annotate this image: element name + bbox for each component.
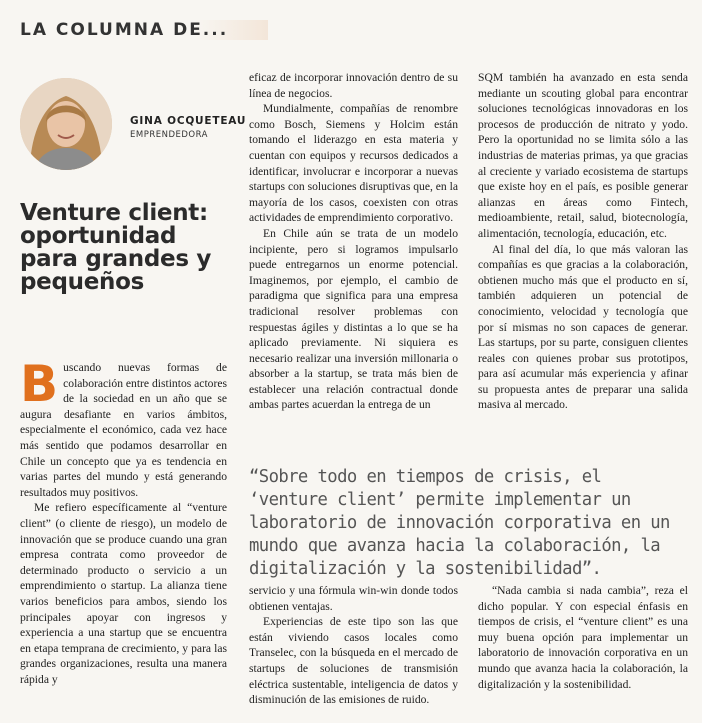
author-portrait-icon [20, 78, 112, 170]
paragraph: Me refiero específicamente al “venture client” (o cliente de riesgo), un modelo de innovación que se produce cuando una gran empresa contrata como proveedor de determinado producto o servicio a un emprendimiento o startup. La alianza tiene varios beneficios para ambos, siendo los principales apoyar con ingresos y experiencia a una startup que se encuentra en etapa temprana de crecimiento, y para las grandes organizaciones, resulta una manera rápida y [20, 501, 227, 686]
drop-cap: B [20, 355, 59, 413]
column-3 [478, 70, 688, 413]
paragraph: SQM también ha avanzado en esta senda mediante un scouting global para encontrar soluciones tecnológicas innovadoras en los procesos de producción de nitrato y yodo. Pero la oportunidad no se limita sólo a las industrias de materias primas, ya que gracias al creciente y variado ecosistema de startups que existe hoy en el país, es posible generar alianzas en áreas como Fintech, medioambiente, retail, salud, biotecnología, alimentación, tecnología, educación, etc. [478, 71, 688, 240]
column-1 [20, 355, 227, 687]
paragraph: “Nada cambia si nada cambia”, reza el dicho popular. Y con especial énfasis en tiempos de crisis, el “venture client” es una muy buena opción para implementar un laboratorio de innovación corporativa en un mundo que avanza hacia la colaboración, la digitalización y la sostenibilidad. [478, 584, 688, 691]
paragraph-text: uscando nuevas formas de colaboración entre distintos actores de la sociedad en un año que se augura desafiante en varios ámbitos, especialmente el económico, cada vez hace más sentido que podamos desarrollar en Chile un concepto que ya es tendencia en varias partes del mundo y está generando resultados muy positivos. [20, 361, 227, 499]
pull-quote: “Sobre todo en tiempos de crisis, el ‘venture client’ permite implementar un laboratorio de innovación corporativa en un mundo que avanza hacia la colaboración, la digitalización y la sostenibilidad”. [249, 467, 670, 579]
paragraph: eficaz de incorporar innovación dentro de su línea de negocios. [249, 71, 458, 100]
article-headline: Venture client: oportunidad para grandes y pequeños [20, 200, 212, 295]
section-label: LA COLUMNA DE... [20, 20, 268, 40]
paragraph: servicio y una fórmula win-win donde todos obtienen ventajas. [249, 584, 458, 613]
column-2 [249, 70, 458, 413]
author-photo [20, 78, 112, 170]
paragraph [20, 355, 227, 500]
paragraph: Mundialmente, compañías de renombre como Bosch, Siemens y Holcim están tomando el liderazgo en esta materia y cuentan con equipos y recursos dedicados a identificar, involucrar e incorporar a nuevas startups con soluciones disruptivas que, en la mayoría de los casos, coexisten con otras actividades de emprendimiento corporativo. [249, 102, 458, 225]
column-3-continued [478, 583, 688, 692]
paragraph: Experiencias de este tipo son las que están viviendo casos locales como Transelec, con la búsqueda en el mercado de startups de soluciones de transmisión eléctrica sustentable, inteligencia de datos y disminución de las emisiones de ruido. [249, 615, 458, 707]
paragraph: En Chile aún se trata de un modelo incipiente, pero si logramos impulsarlo puede entregarnos un enorme potencial. Imaginemos, por ejemplo, el cambio de paradigma que significa para una empresa tradicional resolver problemas con respuestas ágiles y distintas a lo que se ha aplicado previamente. Ni siquiera es necesario realizar una inversión millonaria o absorber a la startup, se trata más bien de establecer una relación contractual donde ambas partes acuerdan la entrega de un [249, 226, 458, 412]
column-2-continued [249, 583, 458, 708]
paragraph: Al final del día, lo que más valoran las compañías es que gracias a la colaboración, obtienen mucho más que el producto en sí, también adquieren un potencial de conocimiento, velocidad y tecnología que por sí mismas no son capaces de generar. Las startups, por su parte, consiguen clientes reales con quienes probar sus prototipos, para así acumular más experiencia y afinar su propuesta antes de preparar una salida masiva al mercado. [478, 242, 688, 412]
author-name: GINA OCQUETEAU [130, 115, 247, 127]
author-role: EMPRENDEDORA [130, 130, 208, 140]
